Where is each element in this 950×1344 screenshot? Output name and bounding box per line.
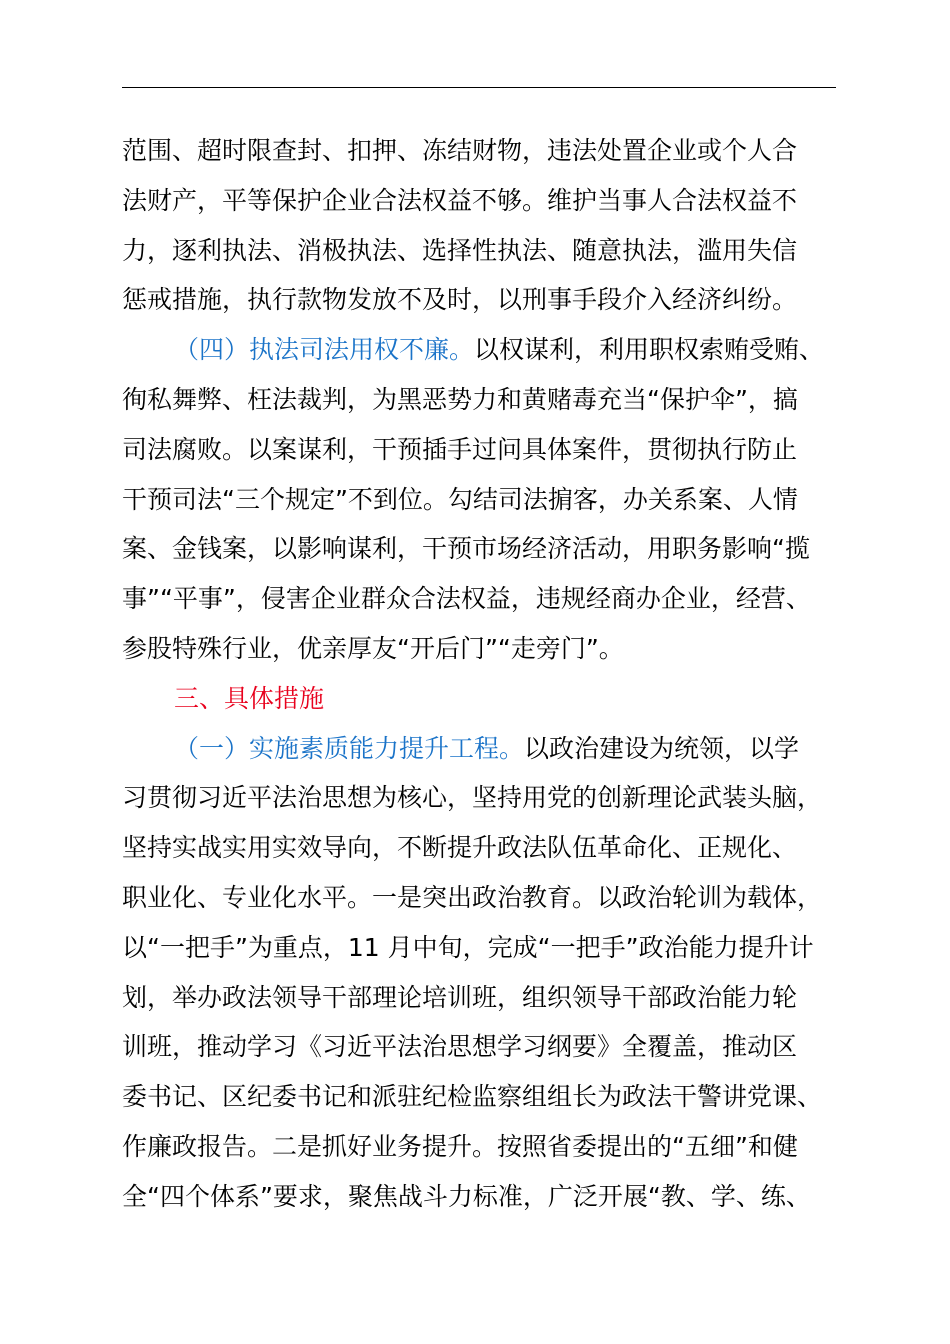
- section-heading-line: [122, 674, 842, 724]
- paragraph-heading-line: [122, 724, 842, 774]
- text-run: 以政治建设为统领，以学: [524, 733, 800, 763]
- text-line: 力，逐利执法、消极执法、选择性执法、随意执法，滥用失信: [122, 235, 798, 265]
- text-line: 案、金钱案，以影响谋利，干预市场经济活动，用职务影响“揽: [122, 534, 810, 564]
- text-line: 委书记、区纪委书记和派驻纪检监察组组长为政法干警讲党课、: [122, 1082, 823, 1112]
- text-line: 作廉政报告。二是抓好业务提升。按照省委提出的“五细”和健: [122, 1131, 798, 1161]
- text-line: 徇私舞弊、枉法裁判，为黑恶势力和黄赌毒充当“保护伞”，搞: [122, 384, 798, 414]
- text-line: 司法腐败。以案谋利，干预插手过问具体案件，贯彻执行防止: [122, 434, 798, 464]
- header-rule: [122, 87, 836, 88]
- section-heading: 三、具体措施: [174, 683, 325, 713]
- paragraph-heading-line: [122, 325, 842, 375]
- text-line: 坚持实战实用实效导向，不断提升政法队伍革命化、正规化、: [122, 833, 798, 863]
- text-line: 干预司法“三个规定”不到位。勾结司法掮客，办关系案、人情: [122, 484, 798, 514]
- text-line: 全“四个体系”要求，聚焦战斗力标准，广泛开展“教、学、练、: [122, 1181, 811, 1211]
- text-line: 法财产，平等保护企业合法权益不够。维护当事人合法权益不: [122, 185, 798, 215]
- text-run: 以权谋利，利用职权索贿受贿、: [474, 335, 825, 365]
- subsection-heading: （一）实施素质能力提升工程。: [174, 733, 525, 763]
- text-line: 惩戒措施，执行款物发放不及时，以刑事手段介入经济纠纷。: [122, 285, 798, 315]
- text-line: 职业化、专业化水平。一是突出政治教育。以政治轮训为载体，: [122, 882, 823, 912]
- text-line: 训班，推动学习《习近平法治思想学习纲要》全覆盖，推动区: [122, 1032, 798, 1062]
- text-line: 以“一把手”为重点，11 月中旬，完成“一把手”政治能力提升计: [122, 932, 814, 962]
- subsection-heading: （四）执法司法用权不廉。: [174, 335, 475, 365]
- text-line: 划，举办政法领导干部理论培训班，组织领导干部政治能力轮: [122, 982, 798, 1012]
- text-line: 范围、超时限查封、扣押、冻结财物，违法处置企业或个人合: [122, 136, 798, 165]
- document-body: [122, 126, 842, 1222]
- text-line: 习贯彻习近平法治思想为核心，坚持用党的创新理论武装头脑，: [122, 783, 823, 813]
- text-line: 事”“平事”，侵害企业群众合法权益，违规经商办企业，经营、: [122, 584, 811, 614]
- text-line: 参股特殊行业，优亲厚友“开后门”“走旁门”。: [122, 633, 624, 663]
